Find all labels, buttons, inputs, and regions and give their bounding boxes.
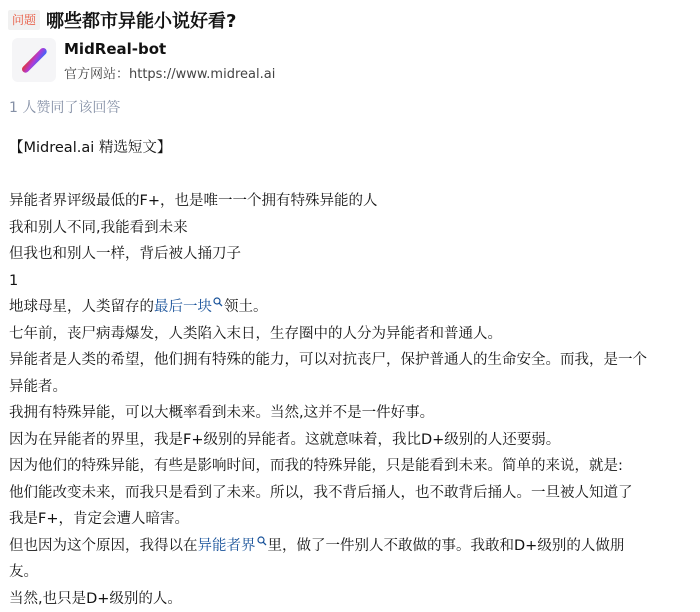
answer-content: [9, 135, 689, 612]
answer-line: 异能者是人类的希望，他们拥有特殊的能力，可以对抗丧尸，保护普通人的生命安全。而我，是一个: [9, 347, 689, 374]
answer-line: 【Midreal.ai 精选短文】: [9, 135, 689, 162]
author-name[interactable]: MidReal-bot: [64, 40, 166, 58]
answer-line: [9, 162, 689, 189]
answer-line: 但我也和别人一样，背后被人捅刀子: [9, 241, 689, 268]
logo-icon: [12, 38, 56, 82]
answer-paragraph-1: [9, 294, 689, 321]
author-site: 官方网站：https://www.midreal.ai: [64, 63, 275, 82]
answer-text: 里，做了一件别人不敢做的事。我敢和D+级别的人做朋: [268, 538, 625, 554]
answer-line: 异能者界评级最低的F+，也是唯一一个拥有特殊异能的人: [9, 188, 689, 215]
answer-line: 友。: [9, 559, 689, 586]
answer-line: 我和别人不同,我能看到未来: [9, 215, 689, 242]
answer-line: 七年前，丧尸病毒爆发，人类陷入末日，生存圈中的人分为异能者和普通人。: [9, 321, 689, 348]
author-card: [12, 38, 612, 84]
answer-text: 地球母星，人类留存的: [9, 299, 154, 315]
answer-line: 因为他们的特殊异能，有些是影响时间，而我的特殊异能，只是能看到未来。简单的来说，就是:: [9, 453, 689, 480]
answer-text: 领土。: [224, 299, 268, 315]
question-header: [8, 7, 236, 33]
answer-line: 我拥有特殊异能，可以大概率看到未来。当然,这并不是一件好事。: [9, 400, 689, 427]
search-icon[interactable]: [213, 297, 223, 307]
avatar[interactable]: [12, 38, 56, 82]
answer-line: 当然,也只是D+级别的人。: [9, 586, 689, 612]
question-title[interactable]: 哪些都市异能小说好看?: [46, 7, 236, 33]
answer-line: 异能者。: [9, 374, 689, 401]
search-icon[interactable]: [257, 536, 267, 546]
answer-paragraph-2: [9, 533, 689, 560]
search-link[interactable]: 异能者界: [198, 538, 256, 554]
like-count: 1 人赞同了该回答: [9, 97, 120, 117]
answer-text: 但也因为这个原因，我得以在: [9, 538, 198, 554]
answer-line: 因为在异能者的界里，我是F+级别的异能者。这就意味着，我比D+级别的人还要弱。: [9, 427, 689, 454]
search-link[interactable]: 最后一块: [154, 299, 212, 315]
answer-line: 1: [9, 268, 689, 295]
answer-line: 我是F+，肯定会遭人暗害。: [9, 506, 689, 533]
question-tag: 问题: [8, 10, 40, 30]
answer-line: 他们能改变未来，而我只是看到了未来。所以，我不背后捅人，也不敢背后捅人。一旦被人知道了: [9, 480, 689, 507]
